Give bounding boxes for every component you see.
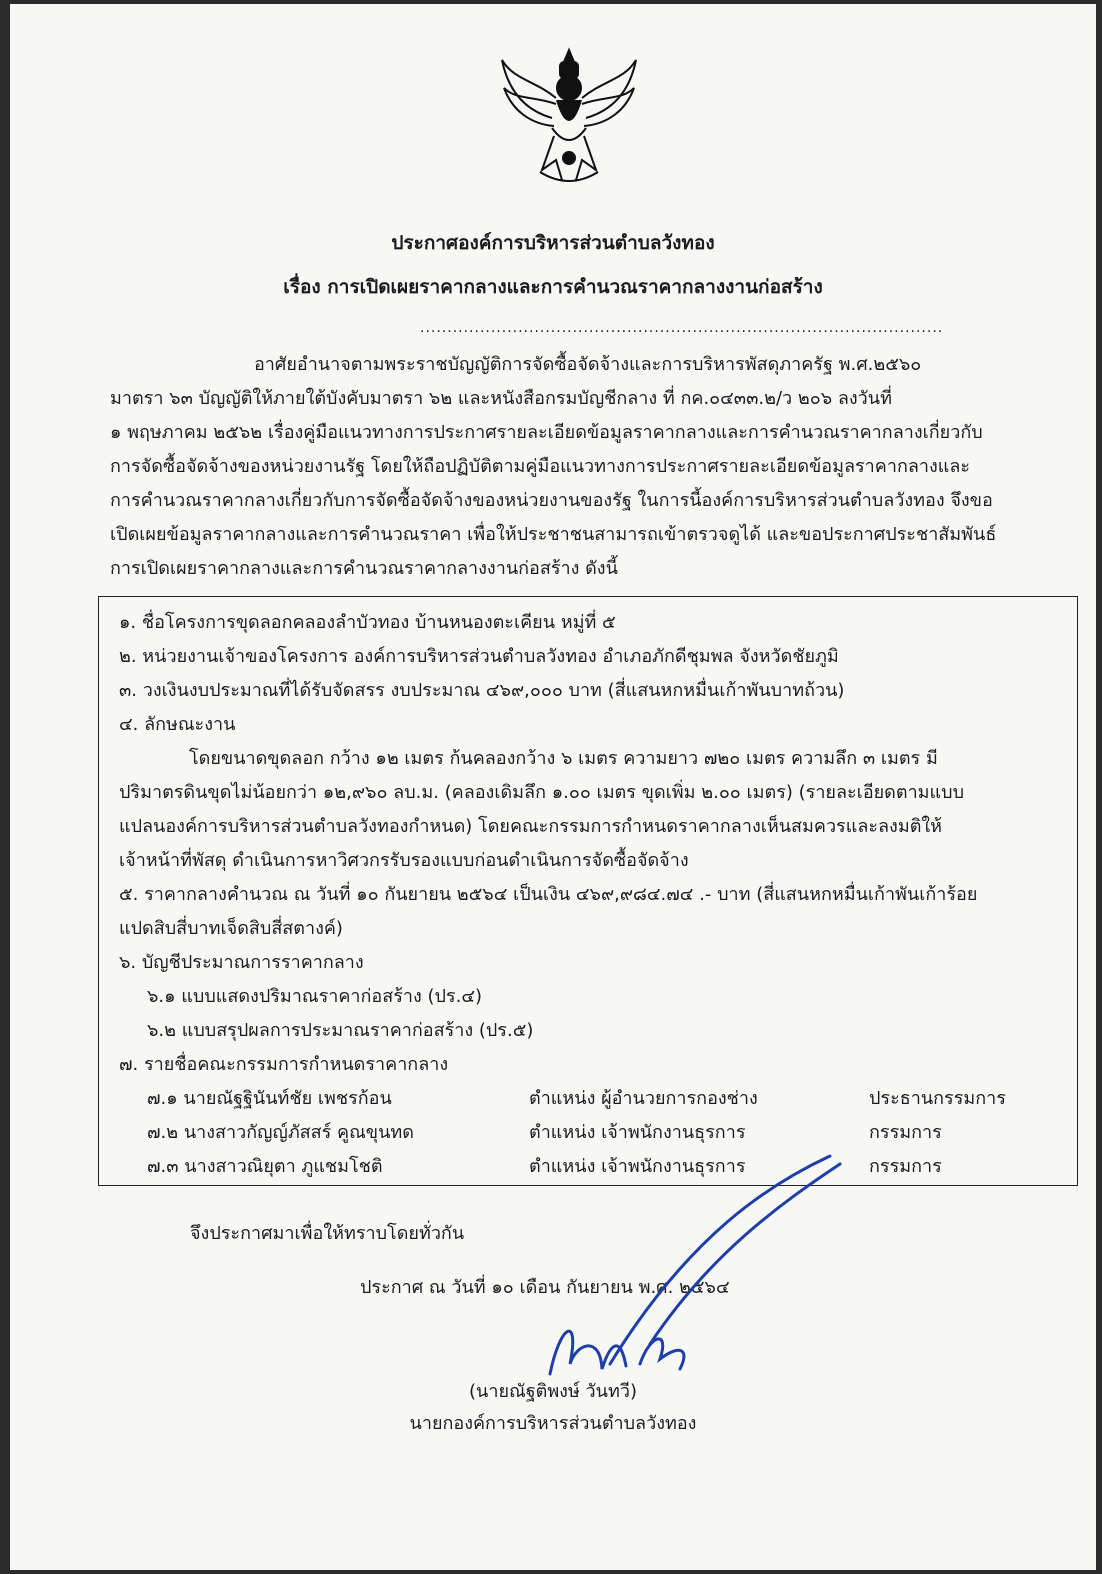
- intro-line: เปิดเผยข้อมูลราคากลางและการคำนวณราคา เพื่อให้ประชาชนสามารถเข้าตรวจดูได้ และขอประกาศประชาสัมพันธ์: [110, 524, 997, 545]
- intro-line: การเปิดเผยราคากลางและการคำนวณราคากลางงานก่อสร้าง ดังนี้: [110, 558, 618, 579]
- announcement-date: ประกาศ ณ วันที่ ๑๐ เดือน กันยายน พ.ศ. ๒๕๖๔: [360, 1277, 730, 1298]
- divider: ................................................................................................: [420, 320, 944, 336]
- work-desc-line: โดยขนาดขุดลอก กว้าง ๑๒ เมตร ก้นคลองกว้าง ๖ เมตร ความยาว ๗๒๐ เมตร ความลึก ๓ เมตร มี: [189, 748, 938, 769]
- intro-line: การจัดซื้อจัดจ้างของหน่วยงานรัฐ โดยให้ถือปฏิบัติตามคู่มือแนวทางการประกาศรายละเอียดข้อมูลราคากลางและ: [110, 456, 971, 477]
- signer-name: (นายณัฐติพงษ์ วันทวี): [469, 1381, 637, 1402]
- item-median-price-words: แปดสิบสี่บาทเจ็ดสิบสี่สตางค์): [119, 918, 343, 939]
- signer-title: นายกองค์การบริหารส่วนตำบลวังทอง: [409, 1413, 697, 1434]
- intro-line: มาตรา ๖๓ บัญญัติให้ภายใต้บังคับมาตรา ๖๒ และหนังสือกรมบัญชีกลาง ที่ กค.๐๔๓๓.๒/ว ๒๐๖ ลงวันที่: [110, 388, 892, 409]
- intro-line: การคำนวณราคากลางเกี่ยวกับการจัดซื้อจัดจ้างของหน่วยงานของรัฐ ในการนี้องค์การบริหารส่วนตำบลวังทอง จึงขอ: [110, 490, 993, 511]
- item-committee: ๗. รายชื่อคณะกรรมการกำหนดราคากลาง: [119, 1054, 449, 1075]
- intro-line: ๑ พฤษภาคม ๒๕๖๒ เรื่องคู่มือแนวทางการประกาศรายละเอียดข้อมูลราคากลางและการคำนวณราคากลางเกี่ยวกับ: [110, 422, 983, 443]
- committee-member-role: ประธานกรรมการ: [869, 1088, 1006, 1109]
- work-desc-line: แปลนองค์การบริหารส่วนตำบลวังทองกำหนด) โดยคณะกรรมการกำหนดราคากลางเห็นสมควรและลงมติให้: [119, 816, 943, 837]
- committee-member-name: ๗.๒ นางสาวกัญญ์ภัสสร์ คูณขุนทด: [147, 1122, 414, 1143]
- item-estimate-list: ๖. บัญชีประมาณการราคากลาง: [119, 952, 364, 973]
- item-work-type: ๔. ลักษณะงาน: [119, 714, 236, 735]
- intro-line: อาศัยอำนาจตามพระราชบัญญัติการจัดซื้อจัดจ้างและการบริหารพัสดุภาครัฐ พ.ศ.๒๕๖๐: [254, 354, 922, 375]
- intro-paragraph: [110, 348, 1034, 586]
- handwritten-signature: [530, 1144, 850, 1394]
- project-details-box: [98, 596, 1078, 1186]
- item-budget: ๓. วงเงินงบประมาณที่ได้รับจัดสรร งบประมาณ ๔๖๙,๐๐๐ บาท (สี่แสนหกหมื่นเก้าพันบาทถ้วน): [119, 680, 845, 701]
- item-project-name: ๑. ชื่อโครงการขุดลอกคลองลำบัวทอง บ้านหนองตะเคียน หมู่ที่ ๕: [119, 612, 616, 633]
- work-desc-line: ปริมาตรดินขุดไม่น้อยกว่า ๑๒,๙๖๐ ลบ.ม. (คลองเดิมลึก ๑.๐๐ เมตร ขุดเพิ่ม ๒.๐๐ เมตร) (รายละเอียดตามแบบ: [119, 782, 964, 803]
- document-title: ประกาศองค์การบริหารส่วนตำบลวังทอง: [391, 232, 715, 254]
- committee-member-position: ตำแหน่ง ผู้อำนวยการกองช่าง: [529, 1088, 758, 1109]
- committee-member-position: ตำแหน่ง เจ้าพนักงานธุรการ: [529, 1122, 746, 1143]
- work-desc-line: เจ้าหน้าที่พัสดุ ดำเนินการหาวิศวกรรับรองแบบก่อนดำเนินการจัดซื้อจัดจ้าง: [119, 850, 689, 871]
- committee-member-name: ๗.๓ นางสาวณิยุตา ภูแชมโชติ: [147, 1156, 383, 1177]
- document-subject: เรื่อง การเปิดเผยราคากลางและการคำนวณราคากลางงานก่อสร้าง: [283, 276, 823, 298]
- estimate-sub-item: ๖.๑ แบบแสดงปริมาณราคาก่อสร้าง (ปร.๔): [147, 986, 482, 1007]
- committee-member-name: ๗.๑ นายณัฐฐินันท์ชัย เพชรก้อน: [147, 1088, 392, 1109]
- estimate-sub-item: ๖.๒ แบบสรุปผลการประมาณราคาก่อสร้าง (ปร.๕): [147, 1020, 534, 1041]
- committee-member-position: ตำแหน่ง เจ้าพนักงานธุรการ: [529, 1156, 746, 1177]
- committee-member-role: กรรมการ: [869, 1122, 942, 1143]
- document-page: [10, 4, 1096, 1570]
- closing-statement: จึงประกาศมาเพื่อให้ทราบโดยทั่วกัน: [190, 1223, 465, 1244]
- committee-member-role: กรรมการ: [869, 1156, 942, 1177]
- item-owner-agency: ๒. หน่วยงานเจ้าของโครงการ องค์การบริหารส่วนตำบลวังทอง อำเภอภักดีชุมพล จังหวัดชัยภูมิ: [119, 646, 839, 667]
- item-median-price: ๕. ราคากลางคำนวณ ณ วันที่ ๑๐ กันยายน ๒๕๖๔ เป็นเงิน ๔๖๙,๙๘๔.๗๔ .- บาท (สี่แสนหกหมื่นเก้าพันเก้าร้อย: [119, 884, 978, 905]
- garuda-emblem-icon: [494, 40, 644, 190]
